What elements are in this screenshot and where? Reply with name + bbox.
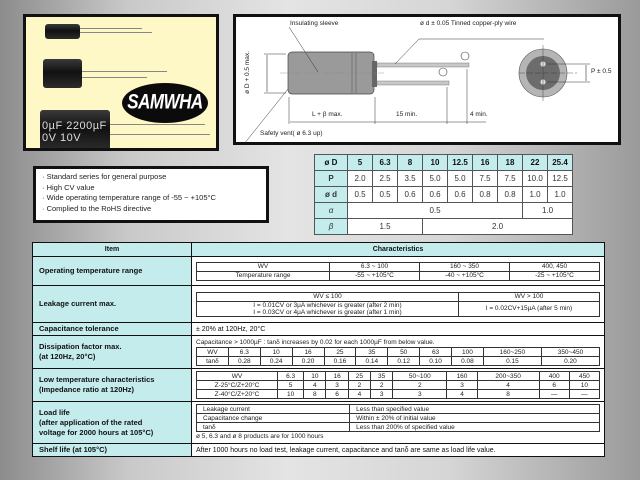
cell: 10.0 — [523, 171, 548, 187]
cell: 10 — [278, 390, 304, 399]
cell: Capacitance change — [197, 414, 350, 423]
cell: 6.3 — [373, 155, 398, 171]
cell: -40 ~ +105°C — [420, 271, 510, 280]
cell: 16 — [326, 372, 348, 381]
cell: 0.16 — [324, 357, 356, 366]
item-label: Capacitance tolerance — [33, 323, 192, 336]
value-cell — [192, 257, 605, 286]
shelf-life-row — [33, 444, 605, 457]
cell: — — [569, 390, 599, 399]
cell: 160 ~ 350 — [420, 262, 510, 271]
cell: 6 — [326, 390, 348, 399]
cell — [197, 301, 459, 316]
lead-wire — [110, 124, 205, 125]
cell: 25 — [348, 372, 370, 381]
cell: 0.10 — [420, 357, 452, 366]
item-label: Leakage current max. — [33, 286, 192, 323]
value-cell — [192, 402, 605, 444]
lead-diameter-row — [315, 187, 573, 203]
cell: 3 — [393, 390, 447, 399]
row-header: P — [315, 171, 348, 187]
feature-item: · Standard series for general purpose — [42, 172, 167, 181]
cell: WV ≤ 100 — [197, 292, 459, 301]
pitch-label: P ± 0.5 — [591, 68, 612, 75]
row-header: ø d — [315, 187, 348, 203]
cell: 8 — [477, 390, 539, 399]
pitch-row — [315, 171, 573, 187]
item-label — [33, 402, 192, 444]
cell: 2 — [393, 381, 447, 390]
cell: 0.28 — [228, 357, 260, 366]
cell: 35 — [356, 348, 388, 357]
cell: Leakage current — [197, 405, 350, 414]
cell: 450 — [569, 372, 599, 381]
insulating-sleeve-label: Insulating sleeve — [290, 20, 339, 27]
cell: 2.5 — [373, 171, 398, 187]
cell: 12.5 — [548, 171, 573, 187]
cell: 8 — [304, 390, 326, 399]
label-line: (at 120Hz, 20°C) — [39, 352, 96, 361]
cell: — — [539, 390, 569, 399]
cell: 400 — [539, 372, 569, 381]
feature-item: · Wide operating temperature range of -55 ~ +105°C — [42, 193, 216, 202]
cell: 10 — [423, 155, 448, 171]
cell: 5.0 — [448, 171, 473, 187]
operating-temp-row — [33, 257, 605, 286]
dimension-diagram — [233, 14, 621, 145]
cell: 63 — [420, 348, 452, 357]
cell: 16 — [473, 155, 498, 171]
product-photo-panel — [23, 14, 219, 151]
lead-offset-label: 4 min. — [470, 111, 488, 118]
item-label — [33, 336, 192, 369]
capacitor-print: 0V 10V — [42, 132, 82, 144]
cell: 3 — [326, 381, 348, 390]
formula-line: I = 0.01CV or 3µA whichever is greater (after 2 min) — [253, 301, 402, 309]
formula-line: I = 0.03CV or 4µA whichever is greater (after 1 min) — [253, 308, 402, 316]
value-cell: ± 20% at 120Hz, 20°C — [192, 323, 605, 336]
cell: 0.5 — [348, 203, 523, 219]
header-row — [33, 243, 605, 257]
impedance-ratio-table — [196, 371, 600, 399]
cell: -55 ~ +105°C — [330, 271, 420, 280]
cell: Temperature range — [197, 271, 330, 280]
cell: 100 — [452, 348, 484, 357]
cell: 350~450 — [541, 348, 599, 357]
column-header-characteristics: Characteristics — [192, 243, 605, 257]
dissipation-row — [33, 336, 605, 369]
item-label: Shelf life (at 105°C) — [33, 444, 192, 457]
cell: 22 — [523, 155, 548, 171]
cell: 25 — [324, 348, 356, 357]
cell: 6.3 ~ 100 — [330, 262, 420, 271]
lead-wire — [110, 134, 210, 135]
specifications-table — [32, 242, 605, 457]
diameter-label: ø D + 0.5 max. — [243, 51, 251, 94]
length-label: L + β max. — [312, 111, 343, 118]
safety-vent-label: Safety vent( ø 6.3 up) — [260, 130, 323, 137]
cell: 10 — [260, 348, 292, 357]
cell: 6 — [539, 381, 569, 390]
cell: 5 — [348, 155, 373, 171]
cell: 2.0 — [423, 219, 573, 235]
cell: 0.20 — [292, 357, 324, 366]
dissipation-table — [196, 347, 600, 366]
lead-wire — [80, 32, 152, 33]
cell: 1.5 — [348, 219, 423, 235]
lead-wire — [80, 28, 142, 29]
cell: 35 — [371, 372, 393, 381]
cell: 3 — [371, 390, 393, 399]
cell: -25 ~ +105°C — [510, 271, 600, 280]
cell: 50 — [388, 348, 420, 357]
cell: 12.5 — [448, 155, 473, 171]
cell: 0.24 — [260, 357, 292, 366]
dimensions-table — [314, 154, 573, 235]
cell: 7.5 — [498, 171, 523, 187]
cell: 5 — [278, 381, 304, 390]
capacitor-outline-drawing — [236, 17, 618, 142]
cell: 7.5 — [473, 171, 498, 187]
cell: 16 — [292, 348, 324, 357]
load-life-row — [33, 402, 605, 444]
lead-wire-label: ø d ± 0.05 Tinned copper-ply wire — [420, 20, 517, 27]
cell: tanδ — [197, 357, 229, 366]
cell: 1.0 — [548, 187, 573, 203]
samwha-logo — [122, 83, 208, 123]
cell: 0.6 — [398, 187, 423, 203]
load-life-note: ø 5, 6.3 and ø 8 products are for 1000 hours — [196, 433, 324, 440]
cell: Z-40°C/Z+20°C — [197, 390, 278, 399]
cell: 10 — [304, 372, 326, 381]
load-life-table — [196, 404, 600, 432]
cell: WV > 100 — [458, 292, 599, 301]
cell: 2 — [371, 381, 393, 390]
lead-wire — [82, 71, 167, 72]
cell: 4 — [447, 390, 477, 399]
cell: 160 — [447, 372, 477, 381]
cap-tolerance-row — [33, 323, 605, 336]
value-cell — [192, 336, 605, 369]
cell: 0.15 — [483, 357, 541, 366]
cell: 0.8 — [498, 187, 523, 203]
brand-name: SAMWHA — [127, 89, 203, 114]
cell: 4 — [477, 381, 539, 390]
cell: 400, 450 — [510, 262, 600, 271]
value-cell — [192, 369, 605, 402]
cell: 1.0 — [523, 187, 548, 203]
label-line: voltage for 2000 hours at 105°C) — [39, 427, 154, 437]
cell: 0.5 — [348, 187, 373, 203]
feature-item: · Complied to the RoHS directive — [42, 203, 152, 213]
features-box — [33, 166, 269, 223]
cell: 5.0 — [423, 171, 448, 187]
cell: 0.08 — [452, 357, 484, 366]
cell: 0.5 — [373, 187, 398, 203]
label-line: Dissipation factor max. — [39, 342, 122, 351]
cell: Less than specified value — [350, 405, 600, 414]
cell: 4 — [348, 390, 370, 399]
label-line: Low temperature characteristics — [39, 375, 155, 384]
label-line: Load life — [39, 407, 70, 417]
cell: 25.4 — [548, 155, 573, 171]
cell: WV — [197, 372, 278, 381]
leakage-row — [33, 286, 605, 323]
cell: 0.8 — [473, 187, 498, 203]
item-label: Operating temperature range — [33, 257, 192, 286]
cell: WV — [197, 348, 229, 357]
lead-wire — [82, 77, 147, 78]
cell: 18 — [498, 155, 523, 171]
cell: 0.6 — [448, 187, 473, 203]
cell: 0.14 — [356, 357, 388, 366]
capacitor-medium — [43, 59, 82, 88]
diameter-row — [315, 155, 573, 171]
cell: Less than 200% of specified value — [350, 423, 600, 432]
beta-row — [315, 219, 573, 235]
cell: Z-25°C/Z+20°C — [197, 381, 278, 390]
cell: 10 — [569, 381, 599, 390]
capacitor-print: 0µF 2200µF — [42, 120, 107, 132]
label-line: (Impedance ratio at 120Hz) — [39, 385, 135, 394]
cell: 0.12 — [388, 357, 420, 366]
cell: 2.0 — [348, 171, 373, 187]
cell: Within ± 20% of initial value — [350, 414, 600, 423]
operating-temp-table — [196, 262, 600, 281]
cell: 0.20 — [541, 357, 599, 366]
value-cell: After 1000 hours no load test, leakage current, capacitance and tanδ are same as load life value. — [192, 444, 605, 457]
cell: 50~100 — [393, 372, 447, 381]
cell: 1.0 — [523, 203, 573, 219]
dissipation-note: Capacitance > 1000µF : tanδ increases by 0.02 for each 1000µF from below value. — [196, 339, 435, 346]
value-cell — [192, 286, 605, 323]
row-header: α — [315, 203, 348, 219]
column-header-item: Item — [33, 243, 192, 257]
cell: 6.3 — [278, 372, 304, 381]
row-header: β — [315, 219, 348, 235]
cell: tanδ — [197, 423, 350, 432]
cell: 3 — [447, 381, 477, 390]
cell: 3.5 — [398, 171, 423, 187]
low-temp-row — [33, 369, 605, 402]
label-line: (after application of the rated — [39, 417, 143, 427]
cell: I = 0.02CV+15µA (after 5 min) — [458, 301, 599, 316]
cell: 200~350 — [477, 372, 539, 381]
alpha-row — [315, 203, 573, 219]
item-label — [33, 369, 192, 402]
cell: 8 — [398, 155, 423, 171]
capacitor-small — [45, 24, 80, 39]
feature-item: · High CV value — [42, 182, 95, 192]
cell: 0.6 — [423, 187, 448, 203]
cell: 4 — [304, 381, 326, 390]
lead-length-label: 15 min. — [396, 111, 418, 118]
leakage-table — [196, 292, 600, 317]
cell: 6.3 — [228, 348, 260, 357]
capacitor-large — [40, 110, 110, 150]
row-header: ø D — [315, 155, 348, 171]
cell: 160~250 — [483, 348, 541, 357]
cell: WV — [197, 262, 330, 271]
cell: 2 — [348, 381, 370, 390]
